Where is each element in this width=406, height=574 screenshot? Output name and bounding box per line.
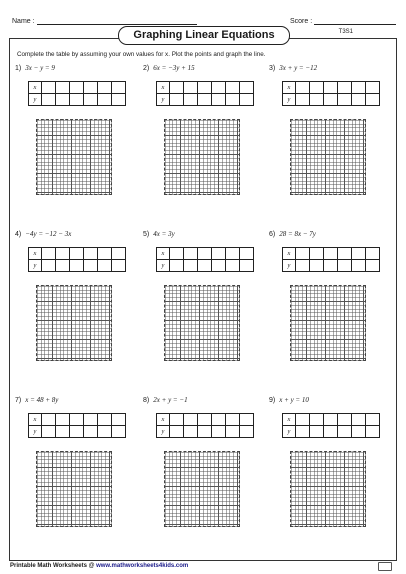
xy-table-cell[interactable] xyxy=(310,82,324,94)
xy-table-cell[interactable] xyxy=(170,248,184,260)
problem-number: 6) xyxy=(269,231,276,238)
xy-table-cell[interactable] xyxy=(226,94,240,106)
xy-table xyxy=(282,413,380,438)
xy-table-cell[interactable] xyxy=(212,82,226,94)
xy-table-cell[interactable] xyxy=(84,426,98,438)
xy-table-cell[interactable] xyxy=(98,426,112,438)
xy-table-cell[interactable] xyxy=(226,248,240,260)
problem-number: 9) xyxy=(269,397,276,404)
xy-table-label-y: y xyxy=(157,94,170,106)
xy-table-cell[interactable] xyxy=(366,248,380,260)
xy-table-cell[interactable] xyxy=(70,82,84,94)
xy-table-cell[interactable] xyxy=(212,260,226,272)
xy-table-row-x xyxy=(29,414,126,426)
xy-table-cell[interactable] xyxy=(226,426,240,438)
xy-table-cell[interactable] xyxy=(296,414,310,426)
xy-table-label-x: x xyxy=(29,82,42,94)
xy-table-cell[interactable] xyxy=(42,260,56,272)
xy-table-label-y: y xyxy=(29,426,42,438)
problem-equation: 3x − y = 9 xyxy=(25,64,55,72)
xy-table xyxy=(282,81,380,106)
xy-table-label-y: y xyxy=(283,260,296,272)
xy-table-cell[interactable] xyxy=(42,426,56,438)
xy-table-cell[interactable] xyxy=(170,82,184,94)
xy-table-cell[interactable] xyxy=(56,426,70,438)
xy-table-row-y xyxy=(29,426,126,438)
xy-table-cell[interactable] xyxy=(56,248,70,260)
xy-table-cell[interactable] xyxy=(112,426,126,438)
problem-equation: x + y = 10 xyxy=(279,396,309,404)
xy-table-cell[interactable] xyxy=(324,248,338,260)
xy-table-cell[interactable] xyxy=(98,248,112,260)
xy-table xyxy=(282,247,380,272)
xy-table-cell[interactable] xyxy=(42,248,56,260)
problem-equation: −4y = −12 − 3x xyxy=(25,230,72,238)
xy-table-cell[interactable] xyxy=(366,260,380,272)
name-label: Name : xyxy=(12,18,35,25)
xy-table-cell[interactable] xyxy=(310,414,324,426)
xy-table-cell[interactable] xyxy=(98,414,112,426)
xy-table-cell[interactable] xyxy=(184,426,198,438)
xy-table-label-y: y xyxy=(283,426,296,438)
xy-table-cell[interactable] xyxy=(352,94,366,106)
graph-grid[interactable] xyxy=(36,451,112,527)
xy-table-cell[interactable] xyxy=(366,426,380,438)
xy-table-label-x: x xyxy=(29,248,42,260)
problem-label xyxy=(15,64,55,72)
problem-label xyxy=(143,396,188,404)
xy-table-row-x xyxy=(283,82,380,94)
problem-number: 7) xyxy=(15,397,22,404)
xy-table-cell[interactable] xyxy=(324,82,338,94)
xy-table-cell[interactable] xyxy=(70,414,84,426)
xy-table-cell[interactable] xyxy=(338,94,352,106)
instructions xyxy=(17,51,266,58)
xy-table-cell[interactable] xyxy=(240,248,254,260)
xy-table-row-x xyxy=(157,414,254,426)
xy-table-cell[interactable] xyxy=(42,94,56,106)
xy-table-cell[interactable] xyxy=(42,414,56,426)
xy-table-cell[interactable] xyxy=(184,94,198,106)
xy-table-row-y xyxy=(157,94,254,106)
xy-table xyxy=(28,81,126,106)
xy-table-cell[interactable] xyxy=(170,94,184,106)
problem-equation: 28 = 8x − 7y xyxy=(279,230,316,238)
xy-table-cell[interactable] xyxy=(352,82,366,94)
problem-label xyxy=(15,230,71,238)
xy-table-cell[interactable] xyxy=(212,248,226,260)
xy-table-cell[interactable] xyxy=(112,82,126,94)
score-line[interactable] xyxy=(314,17,396,25)
xy-table-cell[interactable] xyxy=(184,260,198,272)
xy-table-cell[interactable] xyxy=(296,94,310,106)
problem-equation: 6x = −3y + 15 xyxy=(153,64,195,72)
xy-table-cell[interactable] xyxy=(84,248,98,260)
xy-table-row-x xyxy=(283,248,380,260)
xy-table-label-x: x xyxy=(29,414,42,426)
xy-table-cell[interactable] xyxy=(366,94,380,106)
xy-table-cell[interactable] xyxy=(296,426,310,438)
xy-table-cell[interactable] xyxy=(70,260,84,272)
problem-equation: 4x = 3y xyxy=(153,230,175,238)
graph-grid[interactable] xyxy=(164,451,240,527)
xy-table-row-x xyxy=(157,82,254,94)
xy-table-cell[interactable] xyxy=(56,82,70,94)
xy-table xyxy=(28,413,126,438)
xy-table-cell[interactable] xyxy=(198,82,212,94)
xy-table-cell[interactable] xyxy=(324,94,338,106)
xy-table-cell[interactable] xyxy=(226,260,240,272)
xy-table xyxy=(156,413,254,438)
graph-grid[interactable] xyxy=(290,451,366,527)
xy-table-cell[interactable] xyxy=(42,82,56,94)
graph-grid[interactable] xyxy=(164,285,240,361)
xy-table-cell[interactable] xyxy=(170,414,184,426)
xy-table-cell[interactable] xyxy=(98,94,112,106)
xy-table-cell[interactable] xyxy=(296,82,310,94)
xy-table-cell[interactable] xyxy=(84,82,98,94)
xy-table-cell[interactable] xyxy=(198,248,212,260)
problem-number: 1) xyxy=(15,65,22,72)
instructions-text: Complete the table by assuming your own values for x. Plot the points and graph the line. xyxy=(17,51,266,58)
xy-table-cell[interactable] xyxy=(198,260,212,272)
footer-url[interactable]: www.mathworksheets4kids.com xyxy=(96,563,189,569)
xy-table-cell[interactable] xyxy=(310,248,324,260)
xy-table-cell[interactable] xyxy=(324,414,338,426)
problem-label xyxy=(269,230,316,238)
xy-table-cell[interactable] xyxy=(184,82,198,94)
problem-number: 5) xyxy=(143,231,150,238)
xy-table-cell[interactable] xyxy=(240,414,254,426)
problem-label xyxy=(269,64,317,72)
worksheet-code: T3S1 xyxy=(338,29,353,35)
xy-table-cell[interactable] xyxy=(170,260,184,272)
xy-table-row-y xyxy=(157,426,254,438)
xy-table-row-y xyxy=(29,260,126,272)
xy-table-label-x: x xyxy=(283,248,296,260)
xy-table-cell[interactable] xyxy=(338,82,352,94)
problem-number: 4) xyxy=(15,231,22,238)
xy-table-label-x: x xyxy=(157,414,170,426)
xy-table-label-x: x xyxy=(283,82,296,94)
problem-equation: 3x + y = −12 xyxy=(279,64,318,72)
graph-grid[interactable] xyxy=(36,119,112,195)
xy-table-cell[interactable] xyxy=(198,94,212,106)
problem-equation: 2x + y = −1 xyxy=(153,396,188,404)
graph-grid[interactable] xyxy=(290,119,366,195)
xy-table-label-x: x xyxy=(157,248,170,260)
xy-table-cell[interactable] xyxy=(296,260,310,272)
xy-table-cell[interactable] xyxy=(184,248,198,260)
score-label: Score : xyxy=(290,18,313,25)
xy-table-cell[interactable] xyxy=(112,248,126,260)
xy-table-label-y: y xyxy=(157,426,170,438)
xy-table-cell[interactable] xyxy=(170,426,184,438)
license-icon xyxy=(378,562,392,571)
problem-number: 3) xyxy=(269,65,276,72)
score-field[interactable] xyxy=(290,17,396,25)
xy-table-cell[interactable] xyxy=(338,260,352,272)
xy-table-cell[interactable] xyxy=(352,260,366,272)
xy-table-cell[interactable] xyxy=(366,414,380,426)
xy-table-cell[interactable] xyxy=(84,414,98,426)
name-line[interactable] xyxy=(37,17,197,25)
xy-table-cell[interactable] xyxy=(310,94,324,106)
xy-table-cell[interactable] xyxy=(324,260,338,272)
xy-table-cell[interactable] xyxy=(184,414,198,426)
xy-table-cell[interactable] xyxy=(212,426,226,438)
xy-table-cell[interactable] xyxy=(338,248,352,260)
xy-table-row-x xyxy=(283,414,380,426)
xy-table-cell[interactable] xyxy=(240,426,254,438)
xy-table-cell[interactable] xyxy=(240,94,254,106)
graph-grid[interactable] xyxy=(290,285,366,361)
xy-table xyxy=(156,247,254,272)
xy-table-cell[interactable] xyxy=(366,82,380,94)
xy-table-cell[interactable] xyxy=(98,260,112,272)
xy-table-row-x xyxy=(29,248,126,260)
footer-text: Printable Math Worksheets @ xyxy=(10,563,97,569)
xy-table-row-y xyxy=(283,260,380,272)
xy-table-cell[interactable] xyxy=(70,248,84,260)
footer xyxy=(10,563,188,569)
xy-table-cell[interactable] xyxy=(226,82,240,94)
xy-table-cell[interactable] xyxy=(240,260,254,272)
xy-table-cell[interactable] xyxy=(56,414,70,426)
xy-table-row-x xyxy=(157,248,254,260)
xy-table-cell[interactable] xyxy=(338,414,352,426)
xy-table-row-y xyxy=(157,260,254,272)
graph-grid[interactable] xyxy=(36,285,112,361)
xy-table-label-y: y xyxy=(283,94,296,106)
xy-table-label-x: x xyxy=(157,82,170,94)
xy-table-cell[interactable] xyxy=(84,94,98,106)
xy-table-cell[interactable] xyxy=(310,260,324,272)
xy-table-label-y: y xyxy=(29,260,42,272)
xy-table-cell[interactable] xyxy=(212,414,226,426)
xy-table-label-x: x xyxy=(283,414,296,426)
xy-table xyxy=(156,81,254,106)
xy-table-row-x xyxy=(29,82,126,94)
xy-table-row-y xyxy=(283,94,380,106)
page-title: Graphing Linear Equations xyxy=(118,26,290,45)
xy-table-cell[interactable] xyxy=(352,248,366,260)
xy-table-cell[interactable] xyxy=(352,426,366,438)
xy-table xyxy=(28,247,126,272)
problem-label xyxy=(143,64,195,72)
xy-table-cell[interactable] xyxy=(70,94,84,106)
problem-label xyxy=(269,396,309,404)
xy-table-cell[interactable] xyxy=(240,82,254,94)
name-field[interactable] xyxy=(12,17,197,25)
xy-table-cell[interactable] xyxy=(70,426,84,438)
xy-table-cell[interactable] xyxy=(212,94,226,106)
problem-number: 2) xyxy=(143,65,150,72)
xy-table-cell[interactable] xyxy=(324,426,338,438)
xy-table-cell[interactable] xyxy=(226,414,240,426)
xy-table-cell[interactable] xyxy=(112,414,126,426)
xy-table-cell[interactable] xyxy=(338,426,352,438)
xy-table-cell[interactable] xyxy=(198,426,212,438)
xy-table-cell[interactable] xyxy=(112,260,126,272)
xy-table-label-y: y xyxy=(29,94,42,106)
xy-table-cell[interactable] xyxy=(198,414,212,426)
graph-grid[interactable] xyxy=(164,119,240,195)
problem-equation: x = 48 + 8y xyxy=(25,396,59,404)
xy-table-cell[interactable] xyxy=(296,248,310,260)
problem-label xyxy=(143,230,175,238)
xy-table-cell[interactable] xyxy=(56,260,70,272)
xy-table-cell[interactable] xyxy=(112,94,126,106)
xy-table-label-y: y xyxy=(157,260,170,272)
problem-number: 8) xyxy=(143,397,150,404)
xy-table-cell[interactable] xyxy=(310,426,324,438)
xy-table-cell[interactable] xyxy=(352,414,366,426)
xy-table-row-y xyxy=(29,94,126,106)
xy-table-cell[interactable] xyxy=(56,94,70,106)
xy-table-cell[interactable] xyxy=(84,260,98,272)
xy-table-cell[interactable] xyxy=(98,82,112,94)
problem-label xyxy=(15,396,58,404)
xy-table-row-y xyxy=(283,426,380,438)
